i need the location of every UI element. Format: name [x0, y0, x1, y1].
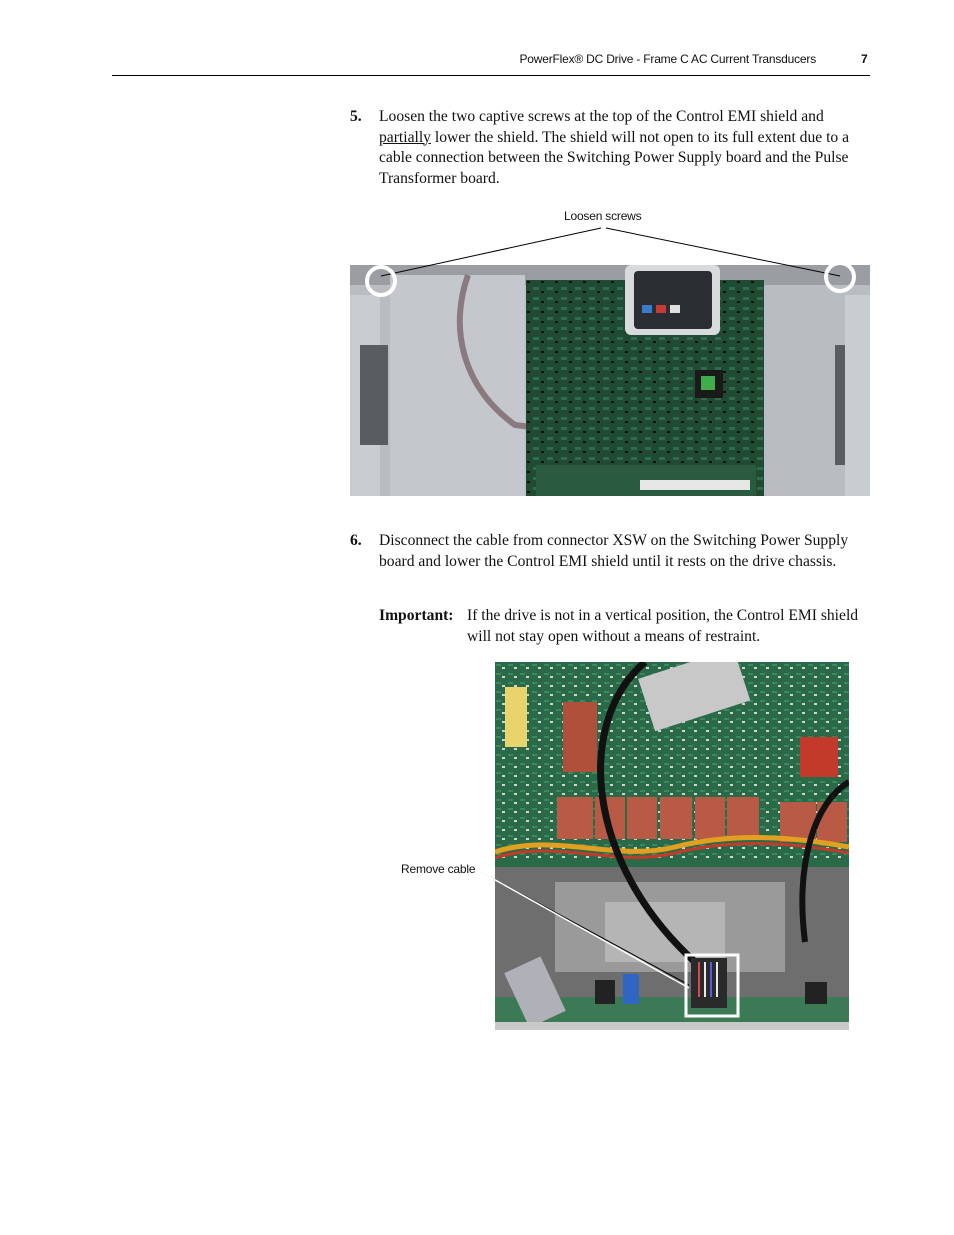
header-rule: [112, 75, 870, 76]
underlined-word: partially: [379, 128, 431, 146]
step-number: 5.: [350, 108, 362, 125]
important-note: [379, 606, 869, 647]
callout-remove-cable: Remove cable: [401, 862, 476, 876]
important-label: Important:: [379, 607, 454, 624]
figure-control-board-photo: [350, 265, 870, 496]
running-header-title: PowerFlex® DC Drive - Frame C AC Current Transducers: [519, 52, 816, 66]
step-number: 6.: [350, 532, 362, 549]
step-text: Disconnect the cable from connector XSW on the Switching Power Supply board and lower the Control EMI shield until it rests on the drive chassis.: [379, 532, 849, 570]
figure-power-supply-photo: [495, 662, 849, 1030]
page-number: 7: [861, 52, 868, 66]
step-5: [350, 107, 870, 189]
callout-loosen-screws: Loosen screws: [564, 209, 642, 223]
important-text: If the drive is not in a vertical position, the Control EMI shield will not stay open without a means of restraint.: [467, 607, 859, 645]
step-text: Loosen the two captive screws at the top of the Control EMI shield and partially lower the shield. The shield will not open to its full extent due to a cable connection between the Switching Power Supply board and the Pulse Transformer board.: [379, 108, 850, 187]
step-6: [350, 531, 870, 572]
